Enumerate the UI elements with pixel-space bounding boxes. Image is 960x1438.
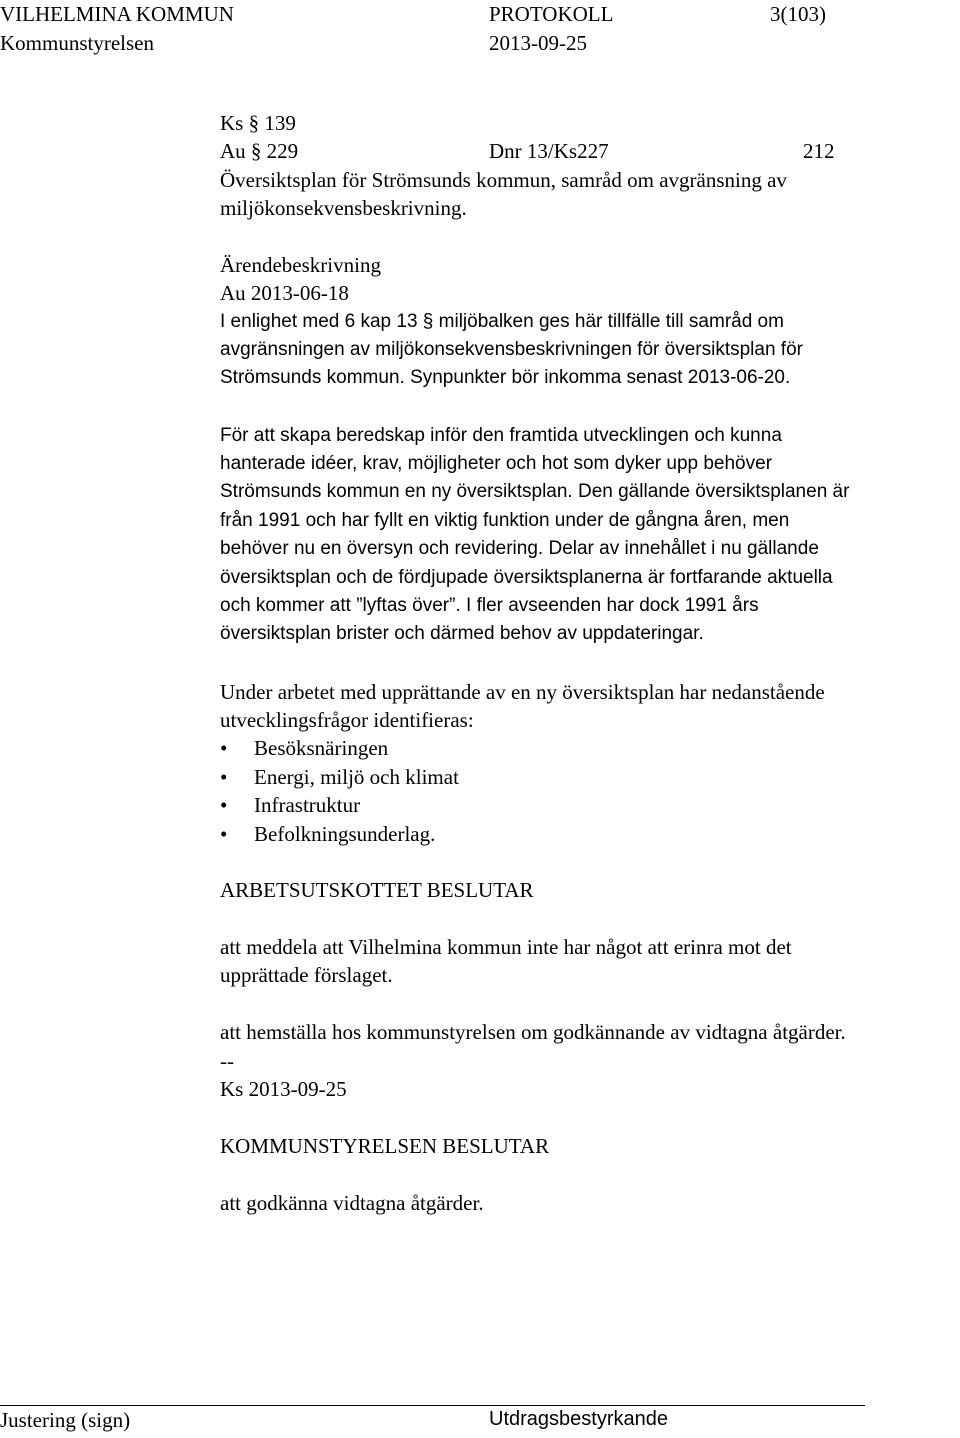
- au-decision-heading: ARBETSUTSKOTTET BESLUTAR: [220, 878, 534, 902]
- case-number: 212: [803, 139, 835, 163]
- ks-decision-heading: KOMMUNSTYRELSEN BESLUTAR: [220, 1134, 550, 1158]
- header-page-number: 3(103): [770, 2, 826, 26]
- header-doc-type: PROTOKOLL: [489, 2, 614, 26]
- p2-line: hanterade idéer, krav, möjligheter och hot som dyker upp behöver: [220, 453, 773, 474]
- description-heading: Ärendebeskrivning: [220, 253, 381, 277]
- bullet-dot: •: [220, 793, 228, 817]
- au-date: Au 2013-06-18: [220, 281, 349, 305]
- p2-line: behöver nu en översyn och revidering. Delar av innehållet i nu gällande: [220, 538, 819, 559]
- au-decision-item1-line1: att meddela att Vilhelmina kommun inte har något att erinra mot det: [220, 935, 792, 959]
- p2-line: översiktsplan brister och därmed behov av uppdateringar.: [220, 623, 704, 644]
- p2-line: och kommer att ”lyftas över”. I fler avseenden har dock 1991 års: [220, 595, 759, 616]
- au-decision-item1-line2: upprättade förslaget.: [220, 963, 393, 987]
- dnr-ref: Dnr 13/Ks227: [489, 139, 609, 163]
- ks-paragraph-ref: Ks § 139: [220, 111, 296, 135]
- header-date: 2013-09-25: [489, 31, 587, 55]
- p2-line: från 1991 och har fyllt en viktig funktion under de gångna åren, men: [220, 510, 790, 531]
- bullet-dot: •: [220, 822, 228, 846]
- p2-line: Strömsunds kommun en ny översiktsplan. Den gällande översiktsplanen är: [220, 481, 850, 502]
- p2-line: För att skapa beredskap inför den framtida utvecklingen och kunna: [220, 425, 782, 446]
- bullet-item: Infrastruktur: [254, 793, 361, 817]
- case-title-line2: miljökonsekvensbeskrivning.: [220, 196, 467, 220]
- p1-line: avgränsningen av miljökonsekvensbeskrivningen för översiktsplan för: [220, 339, 803, 360]
- ks-date: Ks 2013-09-25: [220, 1077, 347, 1101]
- footer-justering: Justering (sign): [0, 1408, 131, 1432]
- bullet-item: Befolkningsunderlag.: [254, 822, 436, 846]
- case-title-line1: Översiktsplan för Strömsunds kommun, samråd om avgränsning av: [220, 168, 787, 192]
- footer-utdragsbestyrkande: Utdragsbestyrkande: [489, 1408, 668, 1430]
- header-org: VILHELMINA KOMMUN: [0, 2, 234, 26]
- bullet-item: Energi, miljö och klimat: [254, 765, 459, 789]
- au-decision-item2: att hemställa hos kommunstyrelsen om godkännande av vidtagna åtgärder.: [220, 1020, 846, 1044]
- bullet-dot: •: [220, 736, 228, 760]
- separator: --: [220, 1049, 234, 1073]
- p3-line: utvecklingsfrågor identifieras:: [220, 708, 474, 732]
- footer-rule: [0, 1405, 865, 1406]
- bullet-dot: •: [220, 765, 228, 789]
- p3-line: Under arbetet med upprättande av en ny översiktsplan har nedanstående: [220, 680, 825, 704]
- bullet-item: Besöksnäringen: [254, 736, 389, 760]
- au-paragraph-ref: Au § 229: [220, 139, 299, 163]
- p1-line: Strömsunds kommun. Synpunkter bör inkomma senast 2013-06-20.: [220, 367, 791, 388]
- header-body-name: Kommunstyrelsen: [0, 31, 154, 55]
- p2-line: översiktsplan och de fördjupade översiktsplanerna är fortfarande aktuella: [220, 567, 833, 588]
- ks-decision-item1: att godkänna vidtagna åtgärder.: [220, 1191, 484, 1215]
- p1-line: I enlighet med 6 kap 13 § miljöbalken ges här tillfälle till samråd om: [220, 311, 784, 332]
